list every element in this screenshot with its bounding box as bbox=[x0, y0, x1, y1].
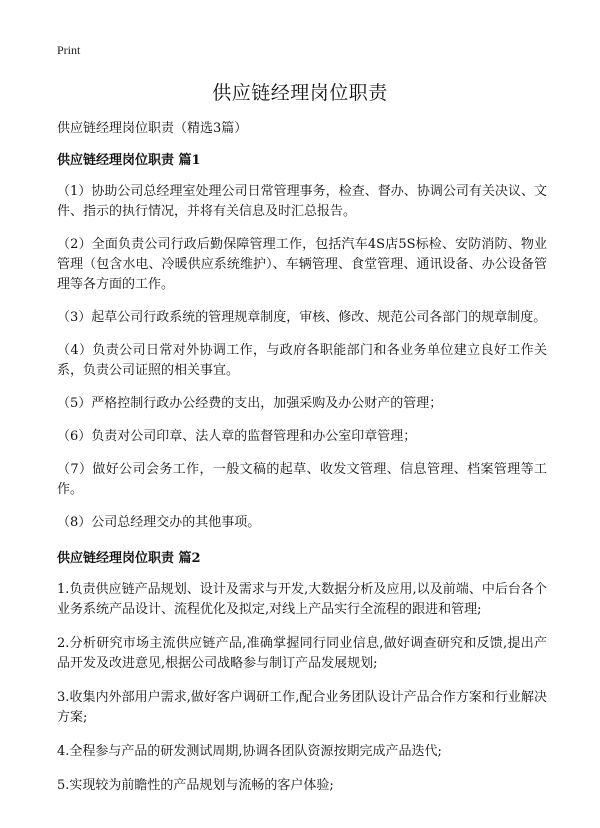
paragraph: （2）全面负责公司行政后勤保障管理工作，包括汽车4S店5S标检、安防消防、物业管理（包含水电、冷暖供应系统维护）、车辆管理、食堂管理、通讯设备、办公设备管理等各方面的工作。 bbox=[57, 237, 547, 292]
paragraph: 5.实现较为前瞻性的产品规划与流畅的客户体验; bbox=[57, 778, 334, 793]
section-heading: 供应链经理岗位职责 篇1 bbox=[57, 153, 201, 168]
paragraph: （3）起草公司行政系统的管理规章制度，审核、修改、规范公司各部门的规章制度。 bbox=[57, 310, 547, 325]
paragraph: 1.负责供应链产品规划、设计及需求与开发,大数据分析及应用,以及前端、中后台各个业务系统产品设计、流程优化及拟定,对线上产品实行全流程的跟进和管理; bbox=[57, 582, 547, 617]
paragraph: （4）负责公司日常对外协调工作，与政府各职能部门和各业务单位建立良好工作关系，负责公司证照的相关事宜。 bbox=[57, 343, 547, 378]
section-1 bbox=[57, 152, 547, 533]
document-body bbox=[57, 120, 547, 810]
paragraph: （5）严格控制行政办公经费的支出，加强采购及办公财产的管理； bbox=[57, 396, 443, 411]
paragraph: （1）协助公司总经理室处理公司日常管理事务，检查、督办、协调公司有关决议、文件、指示的执行情况，并将有关信息及时汇总报告。 bbox=[57, 184, 547, 219]
paragraph: （7）做好公司会务工作，一般文稿的起草、收发文管理、信息管理、档案管理等工作。 bbox=[57, 462, 547, 497]
paragraph: 4.全程参与产品的研发测试周期,协调各团队资源按期完成产品迭代; bbox=[57, 744, 442, 759]
section-heading: 供应链经理岗位职责 篇2 bbox=[57, 551, 201, 566]
paragraph: 2.分析研究市场主流供应链产品,准确掌握同行同业信息,做好调查研究和反馈,提出产品开发及改进意见,根据公司战略参与制订产品发展规划; bbox=[57, 636, 547, 671]
page-title: 供应链经理岗位职责 bbox=[212, 82, 388, 104]
paragraph: （8）公司总经理交办的其他事项。 bbox=[57, 515, 261, 530]
document-subtitle: 供应链经理岗位职责（精选3篇） bbox=[57, 121, 248, 136]
section-2 bbox=[57, 550, 547, 796]
paragraph: 3.收集内外部用户需求,做好客户调研工作,配合业务团队设计产品合作方案和行业解决方案; bbox=[57, 690, 547, 725]
paragraph: （6）负责对公司印章、法人章的监督管理和办公室印章管理； bbox=[57, 429, 417, 444]
print-link[interactable]: Print bbox=[57, 43, 81, 57]
